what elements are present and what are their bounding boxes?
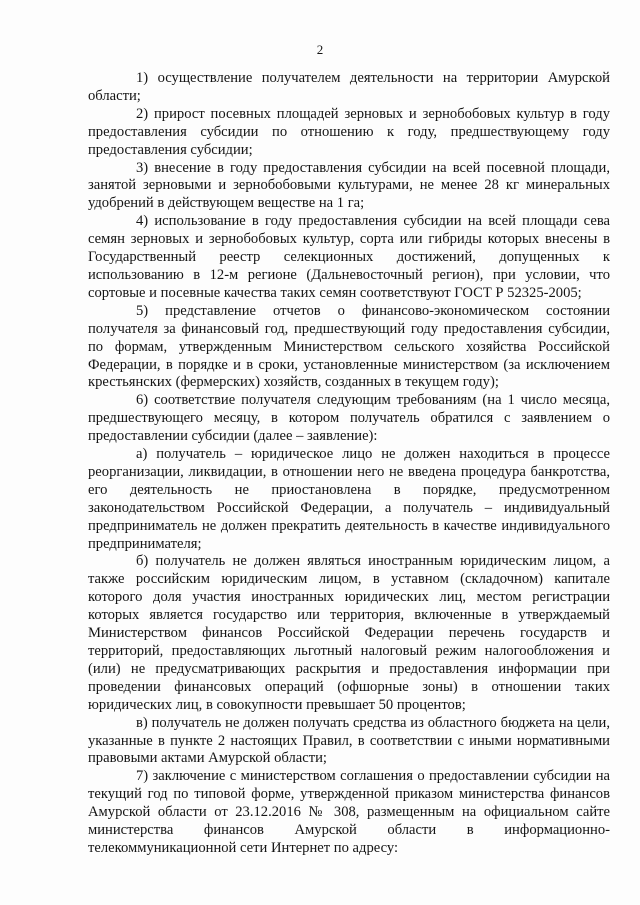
paragraph-1: 1) осуществление получателем деятельности на территории Амурской области;	[88, 70, 610, 104]
paragraph-6v: в) получатель не должен получать средства из областного бюджета на цели, указанные в пункте 2 настоящих Правил, в соответствии с иными нормативными правовыми актами Амурской области;	[88, 714, 610, 767]
paragraph-6a: а) получатель – юридическое лицо не должен находиться в процессе реорганизации, ликвидации, в отношении него не введена процедура банкротства, его деятельность не приостановлена в порядке, предусмотренном законодательством Российской Федерации, а получатель – индивидуальный предприниматель не должен прекратить деятельность в качестве индивидуального предпринимателя;	[88, 446, 610, 552]
paragraph-5: 5) представление отчетов о финансово-экономическом состоянии получателя за финансовый год, предшествующий году предоставления субсидии, по формам, утвержденным Министерством сельского хозяйства Российской Федерации, в порядке и в сроки, установленные министерством (за исключением крестьянских (фермерских) хозяйств, созданных в текущем году);	[88, 302, 610, 391]
paragraph-6: 6) соответствие получателя следующим требованиям (на 1 число месяца, предшествующего месяцу, в котором получатель обратился с заявлением о предоставлении субсидии (далее – заявление):	[88, 392, 610, 445]
paragraph-7: 7) заключение с министерством соглашения о предоставлении субсидии на текущий год по типовой форме, утвержденной приказом министерства финансов Амурской области от 23.12.2016 № 308, размещенным на официальном сайте министерства финансов Амурской области в информационно-телекоммуникационной сети Интернет по адресу:	[88, 768, 610, 856]
paragraph-4: 4) использование в году предоставления субсидии на всей площади сева семян зерновых и зернобобовых культур, сорта или гибриды которых внесены в Государственный реестр селекционных достижений, допущенных к использованию в 12-м регионе (Дальневосточный регион), при условии, что сортовые и посевные качества таких семян соответствуют ГОСТ Р 52325-2005;	[88, 213, 610, 301]
paragraph-2: 2) прирост посевных площадей зерновых и зернобобовых культур в году предоставления субсидии по отношению к году, предшествующему году предоставления субсидии;	[88, 105, 610, 158]
page-number: 2	[316, 42, 324, 57]
document-body	[88, 70, 610, 858]
paragraph-6b: б) получатель не должен являться иностранным юридическим лицом, а также российским юридическим лицом, в уставном (складочном) капитале которого доля участия иностранных юридических лиц, местом регистрации которых является государство или территория, включенные в утверждаемый Министерством финансов Российской Федерации перечень государств и территорий, предоставляющих льготный налоговый режим налогообложения и (или) не предусматривающих раскрытия и предоставления информации при проведении финансовых операций (офшорные зоны) в отношении таких юридических лиц, в совокупности превышает 50 процентов;	[88, 553, 610, 713]
paragraph-3: 3) внесение в году предоставления субсидии на всей посевной площади, занятой зерновыми и зернобобовыми культурами, не менее 28 кг минеральных удобрений в действующем веществе на 1 га;	[88, 159, 610, 212]
